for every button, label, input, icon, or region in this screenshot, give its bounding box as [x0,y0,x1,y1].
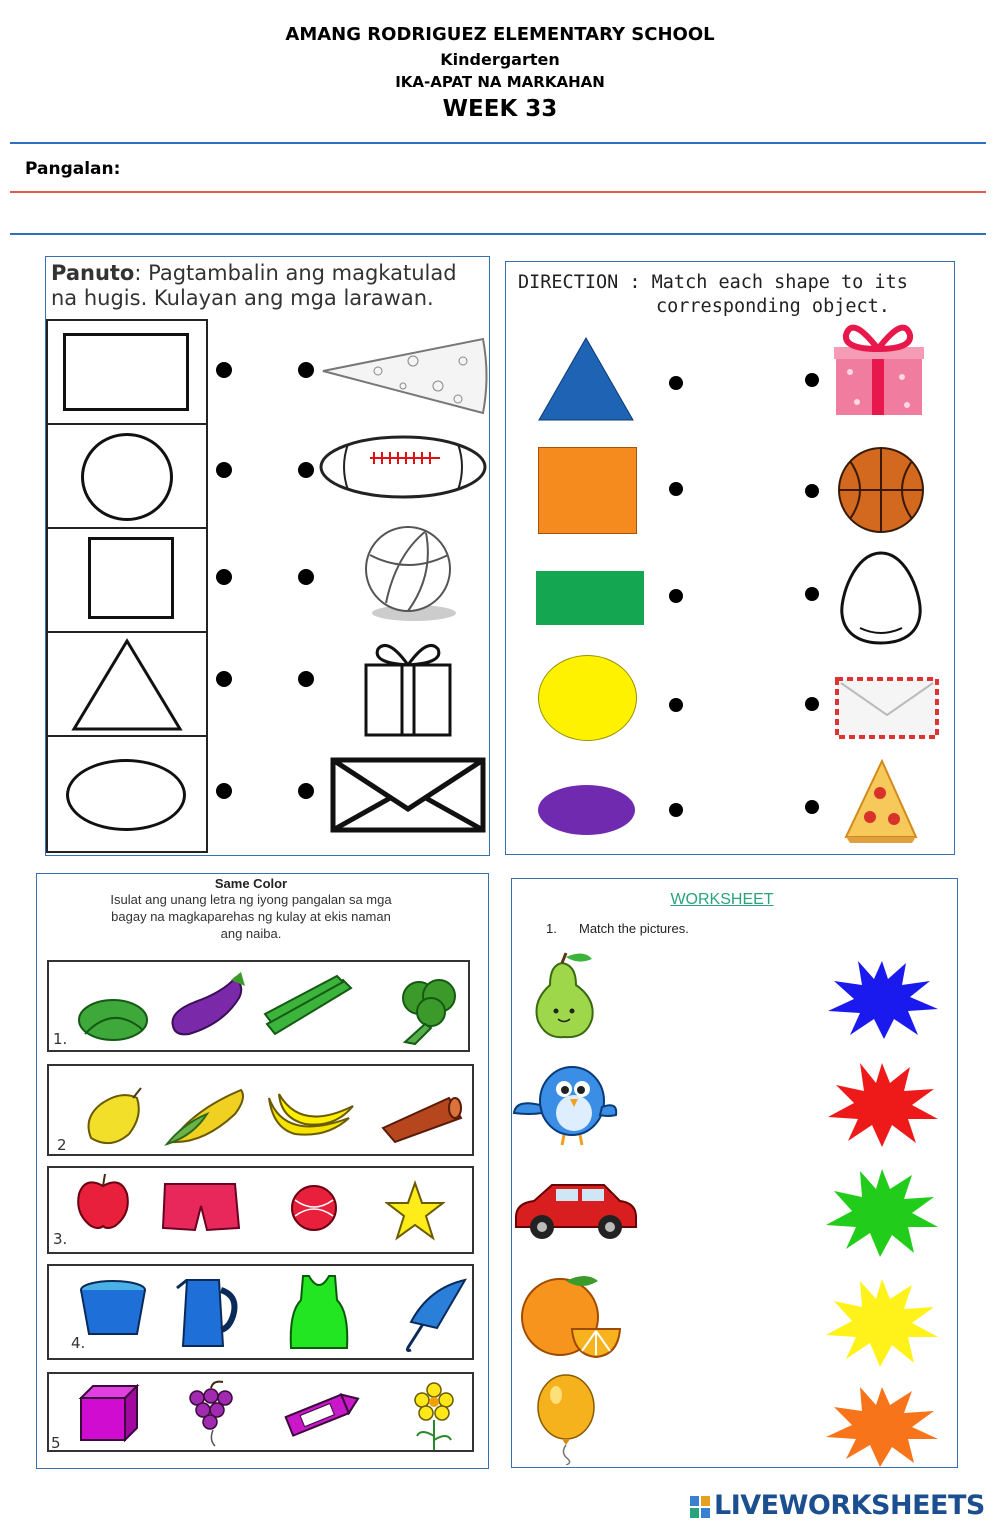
green-rectangle-shape [536,571,644,625]
orange-square-shape [538,447,637,534]
same-color-title: Same Color [214,876,288,891]
name-input[interactable] [130,155,980,185]
shape-cell-triangle [48,633,208,737]
match-dot-right-5[interactable] [298,783,314,799]
red-car-icon [512,1179,640,1243]
shape-dot-left-1[interactable] [669,376,683,390]
shape-dot-right-2[interactable] [805,484,819,498]
eggplant-icon [165,968,249,1038]
shape-column [46,319,208,853]
match-dot-left-5[interactable] [216,783,232,799]
match-dot-right-2[interactable] [298,462,314,478]
worksheet-item-number: 1. [546,921,557,936]
orange-fruit-icon [516,1271,626,1361]
row-number-5: 5 [51,1434,61,1452]
blue-triangle-shape [536,334,636,424]
yellow-circle-shape [538,655,637,741]
quarter-label: IKA-APAT NA MARKAHAN [395,73,605,91]
row-number-1: 1. [53,1030,68,1048]
week-label: WEEK 33 [442,96,558,122]
mango-icon [81,1086,145,1150]
apple-icon [73,1170,133,1234]
red-paint-splat-icon [822,1055,942,1151]
worksheet-title: WORKSHEET [670,891,774,908]
shape-dot-right-4[interactable] [805,697,819,711]
shape-cell-circle [48,425,208,529]
match-dot-left-4[interactable] [216,671,232,687]
match-dot-right-3[interactable] [298,569,314,585]
pear-icon [528,949,600,1041]
match-dot-left-3[interactable] [216,569,232,585]
grade-level: Kindergarten [440,50,560,69]
rectangle-shape [63,333,189,411]
brand-name: LIVEWORKSHEETS [714,1490,985,1521]
name-label: Pangalan: [25,159,121,179]
panuto-instruction [51,261,457,311]
panuto-text-2: na hugis. Kulayan ang mga larawan. [51,286,434,310]
broccoli-icon [397,976,461,1046]
panel-shape-matching-english [505,261,955,855]
panel-shape-matching-filipino [45,256,490,856]
row-number-3: 3. [53,1230,68,1248]
oval-shape [66,759,186,831]
red-shorts-icon [159,1180,241,1234]
shape-dot-right-3[interactable] [805,587,819,601]
direction-line-2: corresponding object. [656,296,890,317]
wood-log-icon [379,1094,465,1144]
orange-paint-splat-icon [822,1379,942,1467]
same-color-instruction-2: bagay na magkaparehas ng kulay at ekis naman [111,909,391,924]
gift-outline-icon [358,635,458,740]
section-divider [10,233,986,235]
pizza-slice-icon [842,759,918,844]
direction-line-1: DIRECTION : Match each shape to its [518,272,908,293]
basketball-icon [836,447,926,533]
shape-dot-right-5[interactable] [805,800,819,814]
shape-cell-square [48,529,208,633]
purple-crayon-icon [277,1390,363,1438]
header-divider [10,142,986,144]
shape-cell-oval [48,737,208,853]
green-tank-top-icon [287,1272,351,1352]
circle-shape [81,433,173,521]
match-dot-right-4[interactable] [298,671,314,687]
string-beans-icon [263,974,355,1036]
ball-outline-icon [356,525,466,625]
same-color-instruction-1: Isulat ang unang letra ng iyong pangalan sa mga [110,892,392,907]
match-dot-right-1[interactable] [298,362,314,378]
corn-icon [163,1084,253,1150]
yellow-paint-splat-icon [822,1271,942,1371]
purple-oval-shape [538,785,635,835]
blue-paint-splat-icon [822,953,942,1043]
shape-dot-right-1[interactable] [805,373,819,387]
worksheet-item-text: Match the pictures. [579,921,689,936]
triangle-outline-shape [70,637,184,733]
pink-gift-icon [832,317,927,417]
banana-icon [265,1088,355,1148]
same-color-instruction-3: ang naiba. [220,926,282,941]
purple-cube-icon [77,1382,141,1444]
green-cabbage-icon [75,994,149,1044]
shape-dot-left-3[interactable] [669,589,683,603]
row-number-4: 4. [71,1334,86,1352]
logo-grid-icon [690,1496,710,1518]
panel-worksheet-color-match [511,878,958,1468]
blue-bucket-icon [77,1276,149,1340]
square-shape [88,537,174,619]
shape-cell-rectangle [48,321,208,425]
panuto-text-1: : Pagtambalin ang magkatulad [134,261,457,285]
row-number-2: 2 [57,1136,67,1154]
shape-dot-left-4[interactable] [669,698,683,712]
green-paint-splat-icon [822,1161,942,1261]
name-underline [10,191,986,193]
football-outline-icon [318,432,488,502]
match-dot-left-2[interactable] [216,462,232,478]
yellow-flower-icon [409,1380,459,1452]
shape-dot-left-5[interactable] [669,803,683,817]
blue-pitcher-icon [173,1272,243,1352]
airmail-envelope-icon [835,677,939,739]
yellow-star-icon [385,1180,445,1244]
red-ball-icon [287,1184,341,1232]
blue-umbrella-icon [399,1276,471,1352]
pizza-slice-outline-icon [318,331,488,421]
grapes-icon [183,1378,243,1448]
egg-icon [838,550,924,646]
school-name: AMANG RODRIGUEZ ELEMENTARY SCHOOL [285,24,715,45]
yellow-balloon-icon [534,1373,598,1465]
match-dot-left-1[interactable] [216,362,232,378]
panel-same-color [36,873,489,1469]
blue-bird-icon [512,1051,620,1151]
liveworksheets-logo [690,1490,990,1524]
shape-dot-left-2[interactable] [669,482,683,496]
envelope-outline-icon [330,757,486,833]
panuto-label: Panuto [51,261,135,285]
